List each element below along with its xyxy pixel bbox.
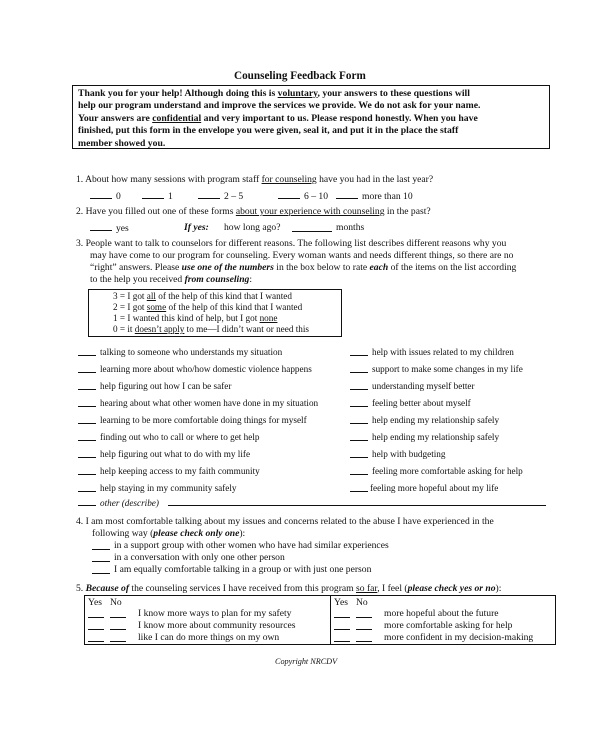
q5-left-yes-2[interactable] [88,641,104,642]
q1-text: 1. About how many sessions with program staff for counseling have you had in the last year? [76,174,434,185]
rating-blank-right-7[interactable] [350,474,368,475]
rating-blank-left-5[interactable] [78,440,96,441]
rating-blank-left-1[interactable] [78,372,96,373]
q2-months-label: months [336,222,365,233]
q5-right-yes-2[interactable] [334,641,350,642]
q5-left-item-0: I know more ways to plan for my safety [138,608,292,619]
intro-line3-c: and very important to us. Please respond honestly. When you have [201,112,478,124]
q4-blank-2[interactable] [92,573,110,574]
q4-line1: 4. I am most comfortable talking about my issues and concerns related to the abuse I have experienced in the [76,516,494,527]
q5-left-item-2: like I can do more things on my own [138,632,280,643]
q5-right-no-2[interactable] [356,641,372,642]
q5-right-item-1: more comfortable asking for help [384,620,513,631]
q2-ifyes: If yes: [184,222,209,233]
q4-option-0: in a support group with other women who have had similar experiences [114,540,389,551]
item-right-5: help ending my relationship safely [372,432,500,442]
q1-option-3[interactable]: 6 – 10 [278,190,328,203]
rating-blank-other[interactable] [78,505,96,506]
intro-line3-a: Your answers are [78,112,153,124]
q5-left-item-1: I know more about community resources [138,620,296,631]
item-right-2: understanding myself better [372,381,475,391]
q5-right-yes-header: Yes [334,597,348,608]
scale-2: 2 = I got some of the help of this kind that I wanted [113,302,303,312]
intro-line2: help our program understand and improve the services we provide. We do not ask for your name. [78,100,481,112]
item-right-7: feeling more comfortable asking for help [372,466,523,476]
scale-3: 3 = I got all of the help of this kind that I wanted [113,291,292,301]
q5-right-item-0: more hopeful about the future [384,608,499,619]
q5-left-no-header: No [110,597,122,608]
q4-blank-0[interactable] [92,549,110,550]
scale-0: 0 = it doesn’t apply to me—I didn’t want or need this [113,324,309,334]
q3-line1: 3. People want to talk to counselors for different reasons. The following list describes different reasons why you [76,238,507,249]
q1-option-4[interactable]: more than 10 [336,190,413,203]
item-left-3: hearing about what other women have done in my situation [100,398,319,408]
q5-left-yes-0[interactable] [88,617,104,618]
item-left-6: help figuring out what to do with my life [100,449,251,459]
q2-text: 2. Have you filled out one of these forms about your experience with counseling in the past? [76,206,431,217]
rating-scale-box [88,289,342,337]
item-left-7: help keeping access to my faith community [100,466,260,476]
q5-left-no-0[interactable] [110,617,126,618]
rating-blank-left-4[interactable] [78,423,96,424]
item-right-8: feeling more hopeful about my life [370,483,499,493]
q4-option-2: I am equally comfortable talking in a group or with just one person [114,564,372,575]
intro-voluntary: voluntary [277,88,318,99]
rating-blank-right-2[interactable] [350,389,368,390]
rating-blank-left-6[interactable] [78,457,96,458]
item-left-2: help figuring out how I can be safer [100,381,232,391]
item-right-0: help with issues related to my children [372,347,514,357]
item-left-4: learning to be more comfortable doing things for myself [100,415,307,425]
rating-blank-right-5[interactable] [350,440,368,441]
other-describe-field[interactable] [168,505,546,506]
intro-line1-a: Thank you for your help! Although doing this is [78,88,278,99]
item-left-8: help staying in my community safely [100,483,237,493]
scale-1: 1 = I wanted this kind of help, but I got none [113,313,278,323]
q3-line4: to the help you received from counseling: [90,274,253,285]
rating-blank-right-1[interactable] [350,372,368,373]
rating-blank-right-3[interactable] [350,406,368,407]
rating-blank-left-0[interactable] [78,355,96,356]
rating-blank-right-4[interactable] [350,423,368,424]
intro-line5: member showed you. [78,137,166,149]
q5-right-no-1[interactable] [356,629,372,630]
item-right-4: help ending my relationship safely [372,415,500,425]
q3-line3: “right” answers. Please use one of the numbers in the box below to rate each of the items on the list according [90,262,517,273]
item-left-0: talking to someone who understands my situation [100,347,283,357]
item-right-6: help with budgeting [372,449,446,459]
q5-right-no-0[interactable] [356,617,372,618]
rating-blank-left-3[interactable] [78,406,96,407]
q2-yes-option[interactable]: yes [90,222,129,235]
rating-blank-left-7[interactable] [78,474,96,475]
item-left-5: finding out who to call or where to get help [100,432,260,442]
rating-blank-right-8[interactable] [350,491,368,492]
q2-how-long: how long ago? [224,222,281,233]
q1-option-1[interactable]: 1 [142,190,173,203]
q4-line2: following way (please check only one): [92,528,246,539]
intro-box [72,85,550,149]
q5-right-item-2: more confident in my decision-making [384,632,534,643]
q5-left-no-1[interactable] [110,629,126,630]
item-right-3: feeling better about myself [372,398,471,408]
q1-option-2[interactable]: 2 – 5 [198,190,243,203]
rating-blank-left-8[interactable] [78,491,96,492]
other-label: other (describe) [100,498,159,508]
q5-left-yes-1[interactable] [88,629,104,630]
q4-option-1: in a conversation with only one other person [114,552,285,563]
rating-blank-right-6[interactable] [350,457,368,458]
q4-blank-1[interactable] [92,561,110,562]
form-title: Counseling Feedback Form [234,70,366,82]
q2-months-field[interactable] [292,231,332,232]
copyright: Copyright NRCDV [275,657,338,666]
q5-right-yes-1[interactable] [334,629,350,630]
intro-line1-c: , your answers to these questions will [317,88,470,99]
q5-left-no-2[interactable] [110,641,126,642]
item-left-1: learning more about who/how domestic violence happens [100,364,312,374]
rating-blank-left-2[interactable] [78,389,96,390]
q5-right-no-header: No [356,597,368,608]
q3-line2: may have come to our program for counseling. Every woman wants and needs different things, so there are no [90,250,514,261]
intro-line4: finished, put this form in the envelope you were given, seal it, and put it in the place the staff [78,125,459,137]
q5-text: 5. Because of the counseling services I have received from this program so far, I feel (please check yes or no): [76,583,502,594]
item-right-1: support to make some changes in my life [372,364,523,374]
rating-blank-right-0[interactable] [350,355,368,356]
q1-option-0[interactable]: 0 [90,190,121,203]
q5-left-yes-header: Yes [88,597,102,608]
q5-table-divider [330,595,331,645]
intro-confidential: confidential [152,112,202,124]
q5-right-yes-0[interactable] [334,617,350,618]
